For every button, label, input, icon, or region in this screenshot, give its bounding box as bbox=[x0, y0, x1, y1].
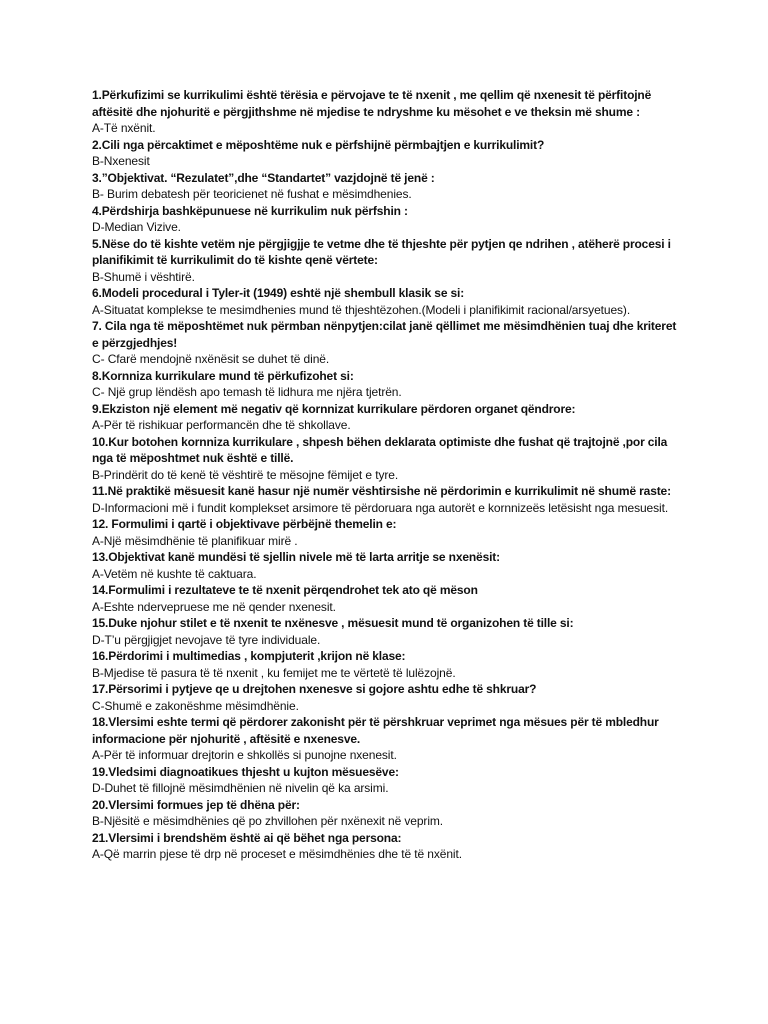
question-block-15 bbox=[92, 615, 682, 648]
question-block-18 bbox=[92, 714, 682, 764]
question-block-2 bbox=[92, 137, 682, 170]
question-text: 17.Përsorimi i pytjeve qe u drejtohen nxenesve si gojore ashtu edhe të shkruar? bbox=[92, 682, 537, 696]
question-block-12 bbox=[92, 516, 682, 549]
question-block-8 bbox=[92, 368, 682, 401]
answer-text: D-Median Vizive. bbox=[92, 220, 181, 234]
question-text: 2.Cili nga përcaktimet e mëposhtëme nuk e përfshijnë përmbajtjen e kurrikulimit? bbox=[92, 137, 545, 152]
question-text: 21.Vlersimi i brendshëm është ai që bëhet nga persona: bbox=[92, 830, 402, 845]
answer-text: A-Situatat komplekse te mesimdhenies mund të thjeshtëzohen.(Modeli i planifikimit racional/arsyetues). bbox=[92, 302, 631, 317]
question-block-13 bbox=[92, 549, 682, 582]
question-text: 6.Modeli procedural i Tyler-it (1949) eshtë një shembull klasik se si: bbox=[92, 286, 465, 300]
answer-text: A-Për të rishikuar performancën dhe të shkollave. bbox=[92, 418, 351, 432]
question-text: 13.Objektivat kanë mundësi të sjellin nivele më të larta arritje se nxenësit: bbox=[92, 550, 500, 564]
question-text: 18.Vlersimi eshte termi që përdorer zakonisht për të përshkruar veprimet nga mësues për të mbledhur informacione për njohuritë , aftësitë e nxenesve. bbox=[92, 715, 659, 746]
question-block-3 bbox=[92, 170, 682, 203]
answer-text: A-Për të informuar drejtorin e shkollës si punojne nxenesit. bbox=[92, 748, 397, 762]
question-text: 9.Ekziston një element më negativ që kornnizat kurrikulare përdoren organet qëndrore: bbox=[92, 401, 576, 416]
answer-text: B-Mjedise të pasura të të nxenit , ku femijet me te vërtetë të lulëzojnë. bbox=[92, 665, 456, 680]
answer-text: A-Eshte ndervepruese me në qender nxenesit. bbox=[92, 599, 336, 614]
question-block-20 bbox=[92, 797, 682, 830]
question-block-14 bbox=[92, 582, 682, 615]
question-block-5 bbox=[92, 236, 682, 286]
question-block-11 bbox=[92, 483, 682, 516]
answer-text: B-Njësitë e mësimdhënies që po zhvillohen për nxënexit në veprim. bbox=[92, 814, 444, 828]
question-block-1 bbox=[92, 87, 682, 137]
question-block-4 bbox=[92, 203, 682, 236]
question-text: 10.Kur botohen kornniza kurrikulare , shpesh bëhen deklarata optimiste dhe fushat që trajtojnë ,por cila nga të mëposhtmet nuk është e tillë. bbox=[92, 434, 668, 465]
answer-text: C-Shumë e zakonëshme mësimdhënie. bbox=[92, 698, 299, 713]
question-block-17 bbox=[92, 681, 682, 714]
answer-text: C- Cfarë mendojnë nxënësit se duhet të dinë. bbox=[92, 352, 330, 366]
question-block-7 bbox=[92, 318, 682, 368]
question-text: 1.Përkufizimi se kurrikulimi është tërësia e përvojave te të nxenit , me qellim që nxenesit të përfitojnë aftësitë dhe njohuritë e përgjithshme në mjedise te ndryshme ku mësohet e ve theksin më shume : bbox=[92, 88, 652, 119]
question-block-9 bbox=[92, 401, 682, 434]
question-text: 14.Formulimi i rezultateve te të nxenit përqendrohet tek ato që mëson bbox=[92, 583, 478, 597]
answer-text: D-Duhet të fillojnë mësimdhënien në nivelin që ka arsimi. bbox=[92, 781, 389, 795]
answer-text: D-T’u përgjigjet nevojave të tyre individuale. bbox=[92, 632, 321, 647]
question-block-21 bbox=[92, 830, 682, 863]
question-text: 16.Përdorimi i multimedias , kompjuterit ,krijon në klase: bbox=[92, 649, 406, 663]
question-block-16 bbox=[92, 648, 682, 681]
answer-text: B-Nxenesit bbox=[92, 154, 150, 168]
answer-text: C- Një grup lëndësh apo temash të lidhura me njëra tjetrën. bbox=[92, 385, 402, 399]
answer-text: D-Informacioni më i fundit komplekset arsimore të përdoruara nga autorët e kornnizeës letësisht nga mesuesit. bbox=[92, 500, 669, 515]
answer-text: B-Prindërit do të kenë të vështirë te mësojne fëmijet e tyre. bbox=[92, 467, 399, 482]
document-page bbox=[92, 87, 682, 863]
answer-text: B- Burim debatesh për teoricienet në fushat e mësimdhenies. bbox=[92, 187, 412, 201]
question-text: 15.Duke njohur stilet e të nxenit te nxënesve , mësuesit mund të organizohen të tille si: bbox=[92, 616, 574, 630]
answer-text: A-Një mësimdhënie të planifikuar mirë . bbox=[92, 533, 298, 548]
question-block-19 bbox=[92, 764, 682, 797]
question-block-10 bbox=[92, 434, 682, 484]
question-text: 5.Nëse do të kishte vetëm nje përgjigjje te vetme dhe të thjeshte për pytjen qe ndrihen , atëherë procesi i planifikimit të kurrikulimit do të kishte qenë vërtete: bbox=[92, 236, 671, 267]
question-text: 8.Kornniza kurrikulare mund të përkufizohet si: bbox=[92, 368, 354, 383]
question-text: 11.Në praktikë mësuesit kanë hasur një numër vështirsishe në përdorimin e kurrikulimit në shumë raste: bbox=[92, 484, 671, 498]
question-text: 3.”Objektivat. “Rezulatet”,dhe “Standartet” vazjdojnë të jenë : bbox=[92, 170, 435, 185]
question-text: 20.Vlersimi formues jep të dhëna për: bbox=[92, 797, 300, 812]
question-text: 19.Vledsimi diagnoatikues thjesht u kujton mësuesëve: bbox=[92, 764, 399, 779]
answer-text: A-Që marrin pjese të drp në proceset e mësimdhënies dhe të të nxënit. bbox=[92, 847, 462, 861]
question-text: 7. Cila nga të mëposhtëmet nuk përmban nënpytjen:cilat janë qëllimet me mësimdhënien tuaj dhe kriteret e përzgjedhjes! bbox=[92, 319, 677, 350]
question-text: 12. Formulimi i qartë i objektivave përbëjnë themelin e: bbox=[92, 517, 397, 531]
answer-text: B-Shumë i vështirë. bbox=[92, 269, 195, 284]
answer-text: A-Të nxënit. bbox=[92, 121, 156, 135]
question-block-6 bbox=[92, 285, 682, 318]
question-text: 4.Përdshirja bashkëpunuese në kurrikulim nuk përfshin : bbox=[92, 203, 408, 218]
answer-text: A-Vetëm në kushte të caktuara. bbox=[92, 566, 257, 581]
